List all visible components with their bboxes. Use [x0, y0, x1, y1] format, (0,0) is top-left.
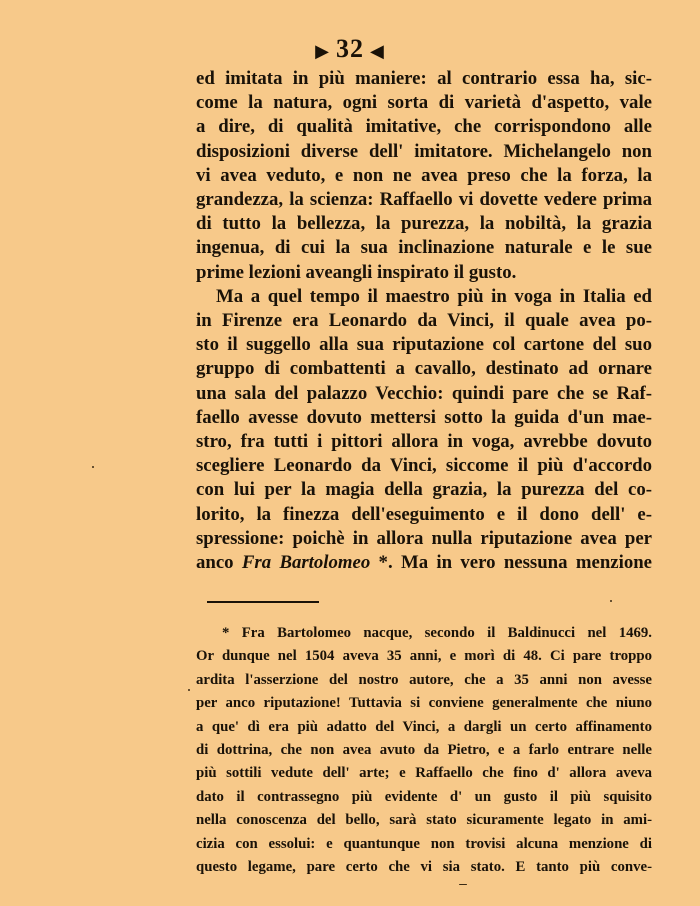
body-line-last: [196, 551, 652, 575]
body-line: grandezza, la scienza: Raffaello vi dovette vedere prima: [196, 189, 652, 211]
body-line: scegliere Leonardo da Vinci, siccome il più d'accordo: [196, 455, 652, 477]
footnote-line: * Fra Bartolomeo nacque, secondo il Baldinucci nel 1469.: [222, 625, 652, 641]
body-line: gruppo di combattenti a cavallo, destinato ad ornare: [196, 358, 652, 380]
body-line: disposizioni diverse dell' imitatore. Michelangelo non: [196, 140, 652, 162]
paper-speck: [92, 466, 94, 468]
footnote-divider: [207, 601, 319, 603]
right-ornament-icon: ◀: [370, 41, 385, 62]
body-line: di tutto la bellezza, la purezza, la nobiltà, la grazia: [196, 213, 652, 235]
body-line: come la natura, ogni sorta di varietà d'aspetto, vale: [196, 92, 652, 114]
footnote-line: ardita l'asserzione del nostro autore, che a 35 anni non avesse: [196, 671, 652, 688]
footnote-line: di dottrina, che non avea avuto da Pietro, e a farlo entrare nelle: [196, 742, 652, 759]
body-line: vi avea veduto, e non ne avea preso che la forza, la: [196, 164, 652, 186]
body-line: spressione: poichè in allora nulla riputazione avea per: [196, 527, 652, 549]
body-line: stro, fra tutti i pittori allora in voga, avrebbe dovuto: [196, 431, 652, 453]
paper-speck: [188, 689, 190, 691]
footnote-line: a que' dì era più adatto del Vinci, a dargli un certo affinamento: [196, 718, 652, 735]
body-line: ed imitata in più maniere: al contrario essa ha, sic-: [196, 68, 652, 89]
body-line: prime lezioni aveangli inspirato il gusto.: [196, 261, 517, 283]
body-line: lorito, la finezza dell'eseguimento e il dono dell' e-: [196, 503, 652, 525]
body-line: a dire, di qualità imitative, che corrispondono alle: [196, 116, 652, 138]
footnote-line: dato il contrassegno più evidente d' un gusto il più squisito: [196, 788, 652, 805]
footnote-line: più sottili vedute dell' arte; e Raffaello che fino d' allora aveva: [196, 765, 652, 782]
body-last-post: *. Ma in vero nessuna menzione: [370, 552, 652, 574]
footnote-line: Or dunque nel 1504 aveva 35 anni, e morì di 48. Ci pare troppo: [196, 648, 652, 665]
body-text: [196, 67, 652, 575]
footnote: [196, 622, 652, 879]
body-line: una sala del palazzo Vecchio: quindi pare che se Raf-: [196, 382, 652, 404]
left-ornament-icon: ▶: [315, 41, 330, 62]
body-line: faello avesse dovuto mettersi sotto la guida d'un mae-: [196, 406, 652, 428]
body-line: ingenua, di cui la sua inclinazione naturale e le sue: [196, 237, 652, 259]
body-last-pre: anco: [196, 552, 242, 574]
body-line: con lui per la magia della grazia, la purezza del co-: [196, 479, 652, 501]
footnote-line: questo legame, pare certo che vi sia stato. E tanto più conve-: [196, 859, 652, 876]
footnote-line: nella conoscenza del bello, sarà stato sicuramente legato in ami-: [196, 812, 652, 829]
paper-speck: [610, 600, 612, 602]
page-number: 32: [336, 34, 364, 63]
body-line: Ma a quel tempo il maestro più in voga in Italia ed: [216, 285, 652, 307]
paper-speck: [459, 884, 467, 885]
body-line: sto il suggello alla sua riputazione col cartone del suo: [196, 334, 652, 356]
footnote-line: per anco riputazione! Tuttavia si conviene generalmente che niuno: [196, 695, 652, 712]
body-line: in Firenze era Leonardo da Vinci, il quale avea po-: [196, 310, 652, 332]
italic-name-fra-bartolomeo: Fra Bartolomeo: [241, 552, 371, 574]
footnote-line: cizia con essolui: e quantunque non trovisi alcuna menzione di: [196, 835, 652, 852]
page-header: [0, 34, 700, 66]
